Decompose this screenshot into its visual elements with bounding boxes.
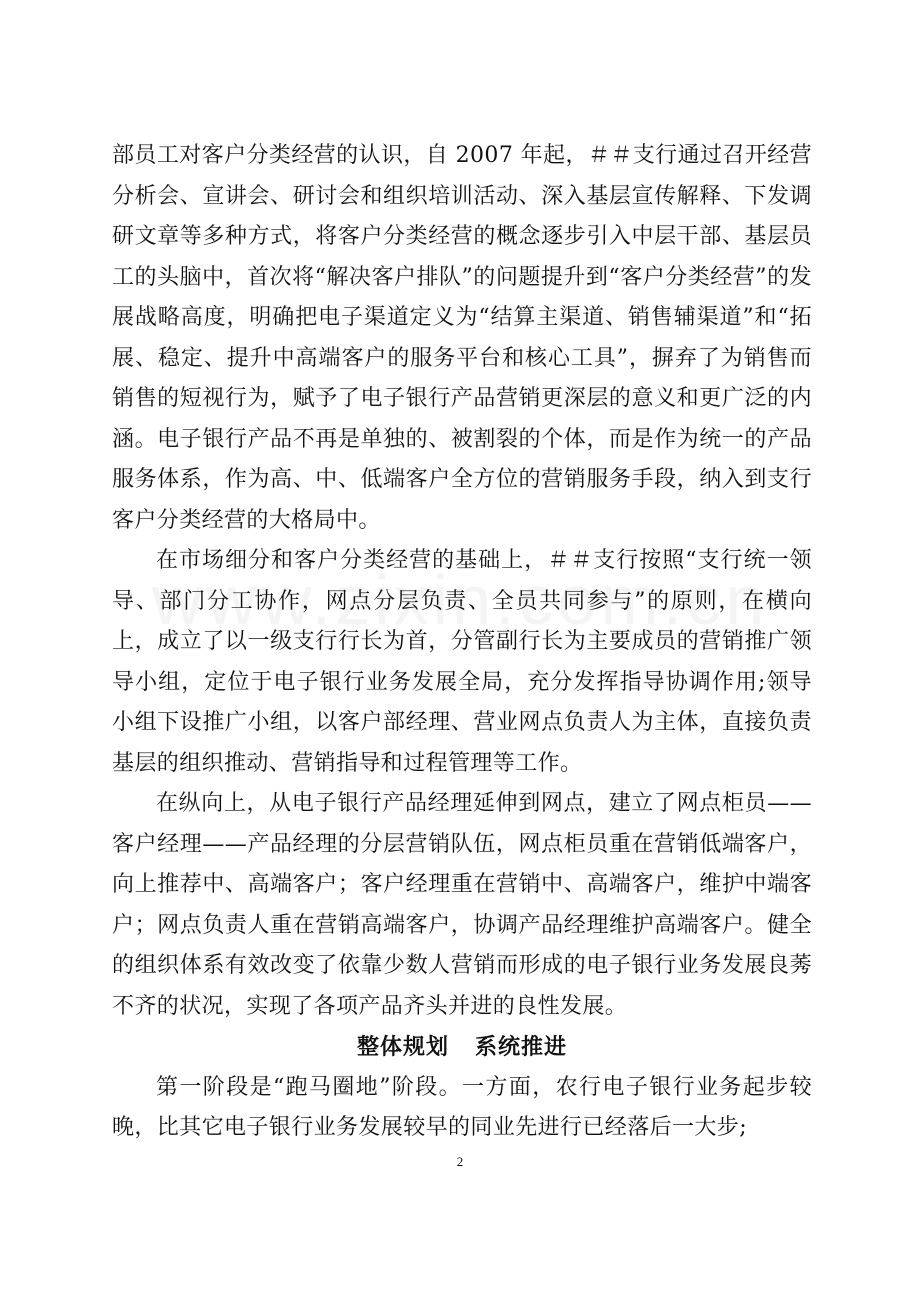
document-body <box>112 136 812 1149</box>
paragraph-2: 在市场细分和客户分类经营的基础上，＃＃支行按照“支行统一领导、部门分工协作，网点分层负责、全员共同参与”的原则，在横向上，成立了以一级支行行长为首，分管副行长为主要成员的营销推广领导小组，定位于电子银行业务发展全局，充分发挥指导协调作用;领导小组下设推广小组，以客户部经理、营业网点负责人为主体，直接负责基层的组织推动、营销指导和过程管理等工作。 <box>112 548 812 776</box>
paragraph-1: 部员工对客户分类经营的认识，自 2007 年起，＃＃支行通过召开经营分析会、宣讲会、研讨会和组织培训活动、深入基层宣传解释、下发调研文章等多种方式，将客户分类经营的概念逐步引入中层干部、基层员工的头脑中，首次将“解决客户排队”的问题提升到“客户分类经营”的发展战略高度，明确把电子渠道定义为“结算主渠道、销售辅渠道”和“拓展、稳定、提升中高端客户的服务平台和核心工具”，摒弃了为销售而销售的短视行为，赋予了电子银行产品营销更深层的意义和更广泛的内涵。电子银行产品不再是单独的、被割裂的个体，而是作为统一的产品服务体系，作为高、中、低端客户全方位的营销服务手段，纳入到支行客户分类经营的大格局中。 <box>112 143 812 533</box>
paragraph-3: 在纵向上，从电子银行产品经理延伸到网点，建立了网点柜员——客户经理——产品经理的分层营销队伍，网点柜员重在营销低端客户，向上推荐中、高端客户；客户经理重在营销中、高端客户，维护中端客户；网点负责人重在营销高端客户，协调产品经理维护高端客户。健全的组织体系有效改变了依靠少数人营销而形成的电子银行业务发展良莠不齐的状况，实现了各项产品齐头并进的良性发展。 <box>112 791 812 1019</box>
section-heading: 整体规划 系统推进 <box>357 1034 567 1060</box>
paragraph-4: 第一阶段是“跑马圈地”阶段。一方面，农行电子银行业务起步较晚，比其它电子银行业务发展较早的同业先进行已经落后一大步; <box>112 1074 812 1140</box>
page-number: 2 <box>456 1154 464 1169</box>
